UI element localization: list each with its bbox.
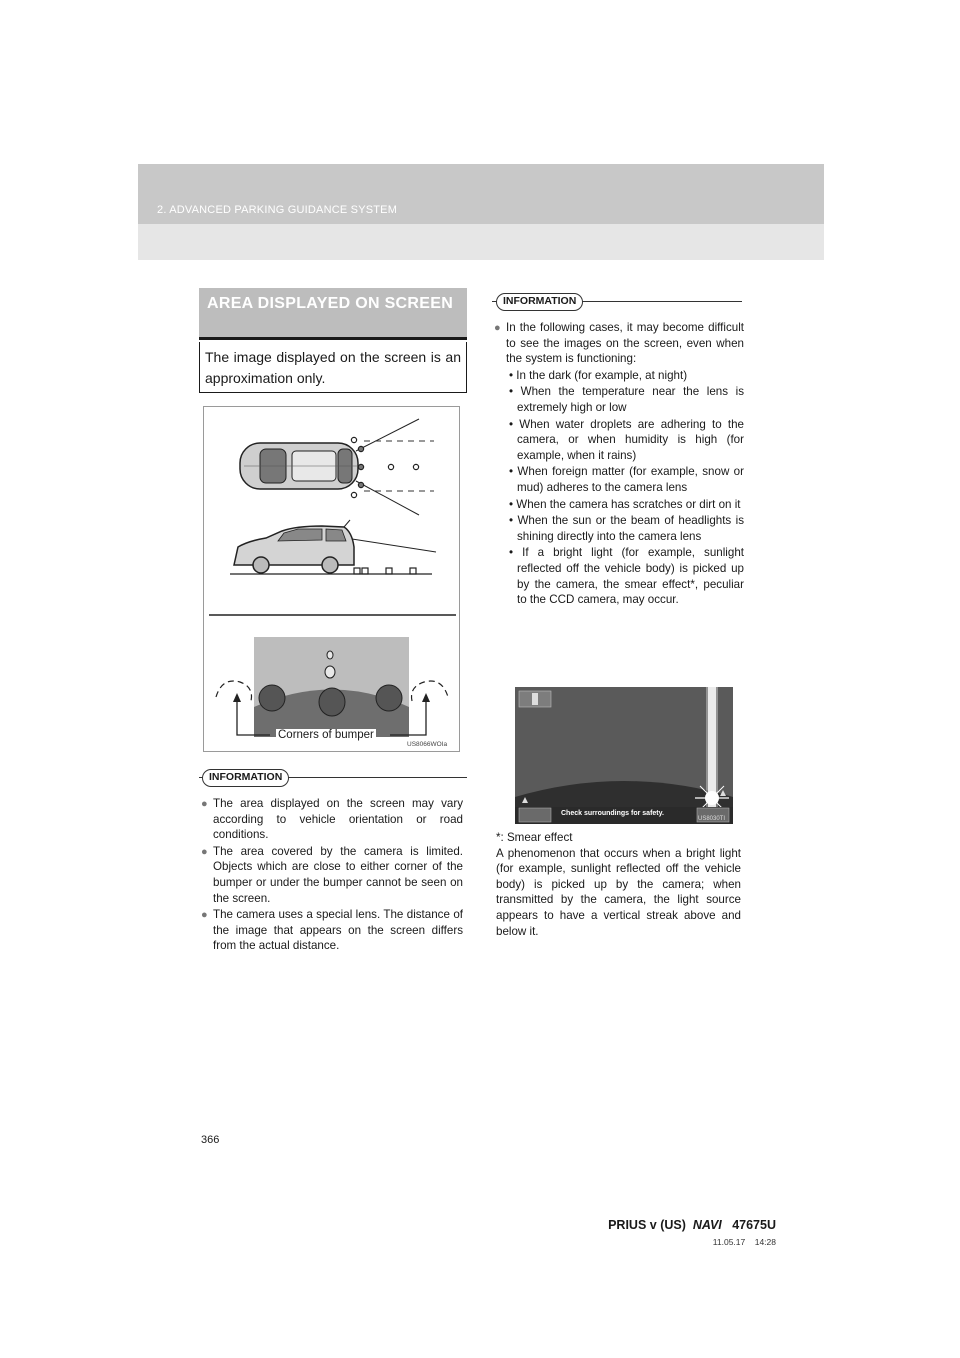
list-item: ● The area displayed on the screen may vary according to vehicle orientation or road conditions. [201,797,463,842]
footer-date: 11.05.17 14:28 [712,1237,776,1247]
case-item: • In the dark (for example, at night) [509,368,688,382]
info-right-tag: INFORMATION [496,293,583,311]
bullet-icon: ● [201,845,208,858]
info-right-list [494,320,744,609]
info-left-list [201,796,463,955]
bullet-icon: ● [201,909,208,922]
camera-area-diagram [204,407,461,753]
footer-model: PRIUS v (US) NAVI 47675U [608,1218,776,1232]
bullet-icon: ● [494,322,501,334]
smear-effect-screen [515,687,733,824]
note-title: *: Smear effect [496,831,573,844]
page-number: 366 [201,1134,220,1146]
case-item: • When water droplets are adhering to the camera, or when humidity is high (for example, when it rains) [509,417,744,462]
smear-effect-figure [515,687,733,824]
cases-list [506,368,744,608]
case-item: • When foreign matter (for example, snow or mud) adheres to the camera lens [509,465,744,494]
intro-box [199,342,467,393]
list-item: ● The camera uses a special lens. The distance of the image that appears on the screen differs from the actual distance. [201,908,463,953]
bullet-icon: ● [201,798,208,810]
camera-screen-view [254,637,409,737]
note-body: A phenomenon that occurs when a bright light (for example, sunlight reflected off the vehicle body) is picked up by the camera; when transmitted by the camera, the light source appears to have a vertical streak above and below it. [496,846,741,938]
side-view-car [234,526,354,573]
header-band [138,164,824,260]
chapter-title: 2. ADVANCED PARKING GUIDANCE SYSTEM [157,204,398,216]
section-heading-box [199,288,467,340]
camera-area-figure [203,406,460,752]
list-item: ● In the following cases, it may become difficult to see the images on the screen, even when the system is functioning: • In the dark (for example, at night) • When the temperature near the lens is extremely high or low • When water droplets are adhering to the camera, or when humidity is high (for example, when it rains) • When foreign matter (for example, snow or mud) adheres to the camera lens • When the camera has scratches or dirt on it • When the sun or the beam of headlights is shining directly into the camera lens • If a bright light (for example, sunlight reflected off the vehicle body) is picked up by the camera, the smear effect*, peculiar to the CCD camera, may occur. [494,321,745,607]
case-item: • When the temperature near the lens is extremely high or low [509,385,744,414]
top-view-car [240,443,358,489]
header-top-bar [138,164,824,224]
section-title: AREA DISPLAYED ON SCREEN [207,295,454,312]
corners-of-bumper-label: Corners of bumper [278,729,374,741]
list-item: ● The area covered by the camera is limited. Objects which are close to either corner of the bumper or under the bumper cannot be seen on the screen. [201,844,463,905]
figure1-code: US8066WOIa [407,741,448,748]
smear-effect-note [496,830,741,939]
screen-message: Check surroundings for safety. [561,810,664,817]
case-item: • When the sun or the beam of headlights is shining directly into the camera lens [509,514,744,543]
intro-text: The image displayed on the screen is an approximation only. [205,349,461,386]
case-item: • When the camera has scratches or dirt on it [509,497,741,511]
figure2-code: US8030TI [698,816,726,822]
info-left-tag: INFORMATION [202,769,289,787]
case-item: • If a bright light (for example, sunlight reflected off the vehicle body) is picked up by the camera, the smear effect*, peculiar to the CCD camera, may occur. [509,546,745,607]
